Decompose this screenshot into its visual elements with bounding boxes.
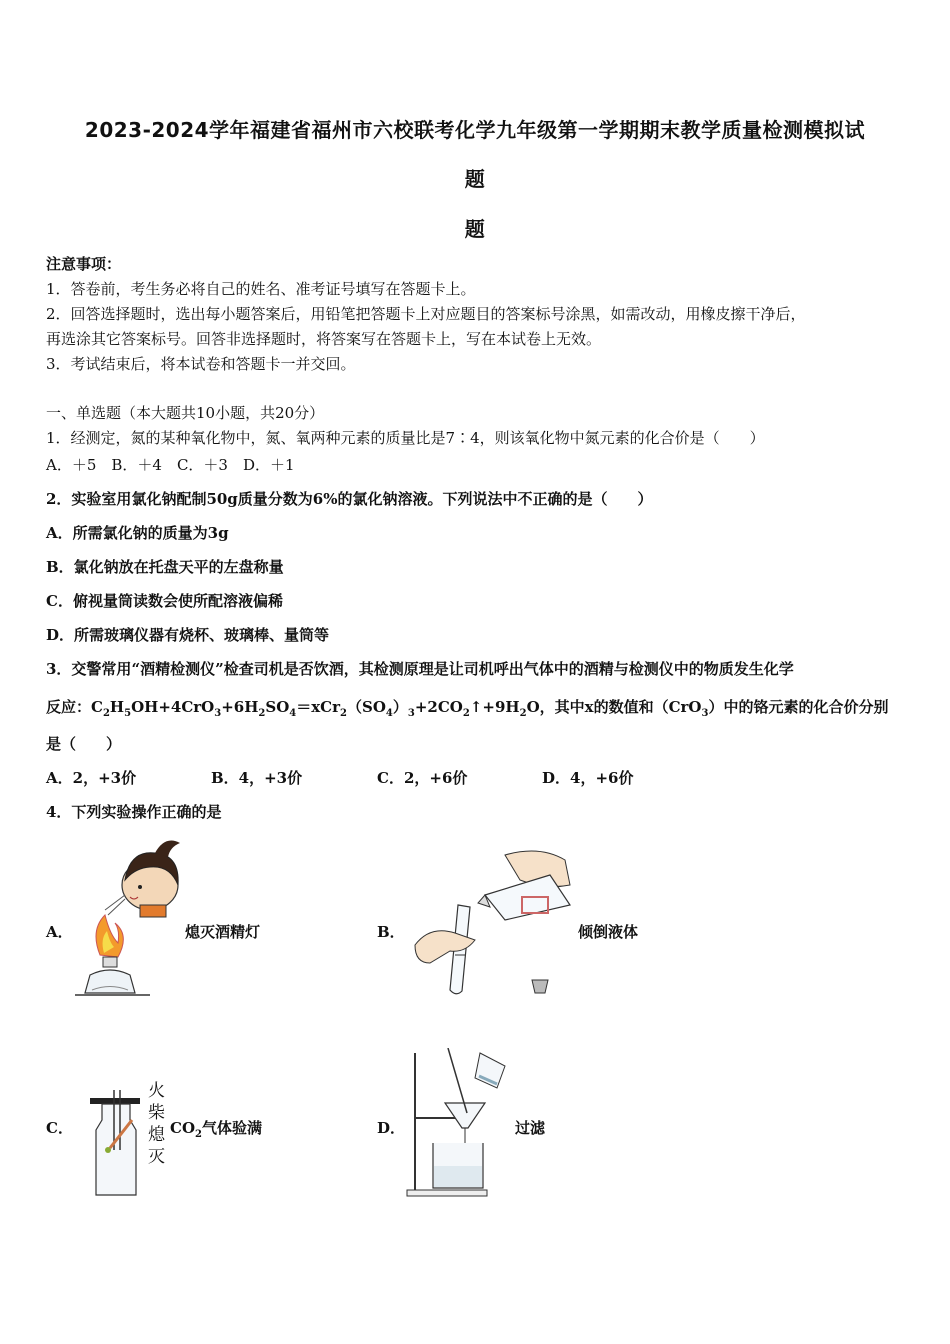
side-char: 熄 <box>148 1125 165 1145</box>
formula-part: ） <box>392 698 408 716</box>
subscript: 3 <box>407 708 415 719</box>
match-side-text <box>148 1080 168 1168</box>
question-3-stem-line-1: 3．交警常用“酒精检测仪”检查司机是否饮酒，其检测原理是让司机呼出气体中的酒精与检测仪中的物质发生化学 <box>46 660 794 678</box>
formula-part: 反应：C <box>46 698 103 716</box>
question-4-label-b: B． <box>377 923 405 941</box>
question-4-label-c: C． <box>46 1119 73 1137</box>
subscript: 5 <box>124 708 132 719</box>
question-1-stem: 1．经测定，氮的某种氧化物中，氮、氧两种元素的质量比是7∶4，则该氧化物中氮元素的化合价是（ ） <box>46 429 765 447</box>
caption-part: CO <box>170 1119 196 1137</box>
extinguish-lamp-illustration <box>70 835 185 1000</box>
subscript: 3 <box>701 708 709 719</box>
question-3-stem-line-3: 是（ ） <box>46 735 122 753</box>
question-4-caption-a: 熄灭酒精灯 <box>185 923 261 941</box>
question-2-stem: 2．实验室用氯化钠配制50g质量分数为6%的氯化钠溶液。下列说法中不正确的是（ ） <box>46 490 653 508</box>
side-char: 柴 <box>148 1103 165 1123</box>
subscript: 4 <box>385 708 393 719</box>
formula-part: +2CO <box>414 698 463 716</box>
question-4-caption-b: 倾倒液体 <box>578 923 639 941</box>
subscript: 3 <box>214 708 222 719</box>
page-title-continued: 题 <box>464 167 486 191</box>
formula-part: SO <box>265 698 290 716</box>
formula-part: （SO <box>347 698 386 716</box>
subscript: 2 <box>519 708 527 719</box>
question-3-stem-line-2 <box>46 696 888 719</box>
side-char: 灭 <box>148 1147 165 1167</box>
question-4-label-d: D． <box>377 1119 406 1137</box>
question-3-option-b: B．4，+3价 <box>211 769 303 787</box>
side-char: 火 <box>148 1081 165 1101</box>
filtration-illustration <box>405 1048 515 1200</box>
question-4-caption-d: 过滤 <box>515 1119 546 1137</box>
formula-part: OH+4CrO <box>131 698 215 716</box>
formula-part: +6H <box>221 698 259 716</box>
formula-part: O，其中x的数值和（CrO <box>526 698 702 716</box>
notice-item-2: 2．回答选择题时，选出每小题答案后，用铅笔把答题卡上对应题目的答案标号涂黑，如需改动，用橡皮擦干净后， <box>46 305 806 323</box>
section-heading: 一、单选题（本大题共10小题，共20分） <box>46 404 325 422</box>
question-4-caption-c <box>170 1117 262 1140</box>
formula-part: ＝xCr <box>296 698 341 716</box>
notice-item-3: 3．考试结束后，将本试卷和答题卡一并交回。 <box>46 355 356 373</box>
page-title-repeat: 题 <box>464 217 486 241</box>
subscript: 2 <box>102 708 110 719</box>
subscript: 2 <box>195 1129 202 1140</box>
caption-part: 气体验满 <box>201 1119 262 1137</box>
subscript: 4 <box>289 708 297 719</box>
subscript: 2 <box>340 708 347 719</box>
question-2-option-a: A．所需氯化钠的质量为3g <box>46 524 229 542</box>
formula-part: ）中的铬元素的化合价分别 <box>708 698 889 716</box>
subscript: 2 <box>462 708 470 719</box>
gas-bottle-illustration <box>88 1090 148 1200</box>
subscript: 2 <box>258 708 266 719</box>
question-3-option-c: C．2，+6价 <box>377 769 468 787</box>
pour-liquid-illustration <box>410 845 575 1000</box>
notice-item-1: 1．答卷前，考生务必将自己的姓名、准考证号填写在答题卡上。 <box>46 280 476 298</box>
question-4-stem: 4．下列实验操作正确的是 <box>46 803 222 821</box>
question-2-option-d: D．所需玻璃仪器有烧杯、玻璃棒、量筒等 <box>46 626 330 644</box>
question-3-option-a: A．2，+3价 <box>46 769 137 787</box>
formula-part: H <box>109 698 125 716</box>
notice-item-2-continued: 再选涂其它答案标号。回答非选择题时，将答案写在答题卡上，写在本试卷上无效。 <box>46 330 602 348</box>
question-2-option-b: B．氯化钠放在托盘天平的左盘称量 <box>46 558 284 576</box>
question-4-label-a: A． <box>46 923 73 941</box>
formula-part: ↑+9H <box>469 698 520 716</box>
question-3-option-d: D．4，+6价 <box>542 769 634 787</box>
question-1-options: A．＋5 B．＋4 C．＋3 D．＋1 <box>46 456 295 474</box>
question-2-option-c: C．俯视量筒读数会使所配溶液偏稀 <box>46 592 283 610</box>
page-title: 2023-2024学年福建省福州市六校联考化学九年级第一学期期末教学质量检测模拟试 <box>84 118 866 142</box>
notice-heading: 注意事项： <box>46 255 122 273</box>
